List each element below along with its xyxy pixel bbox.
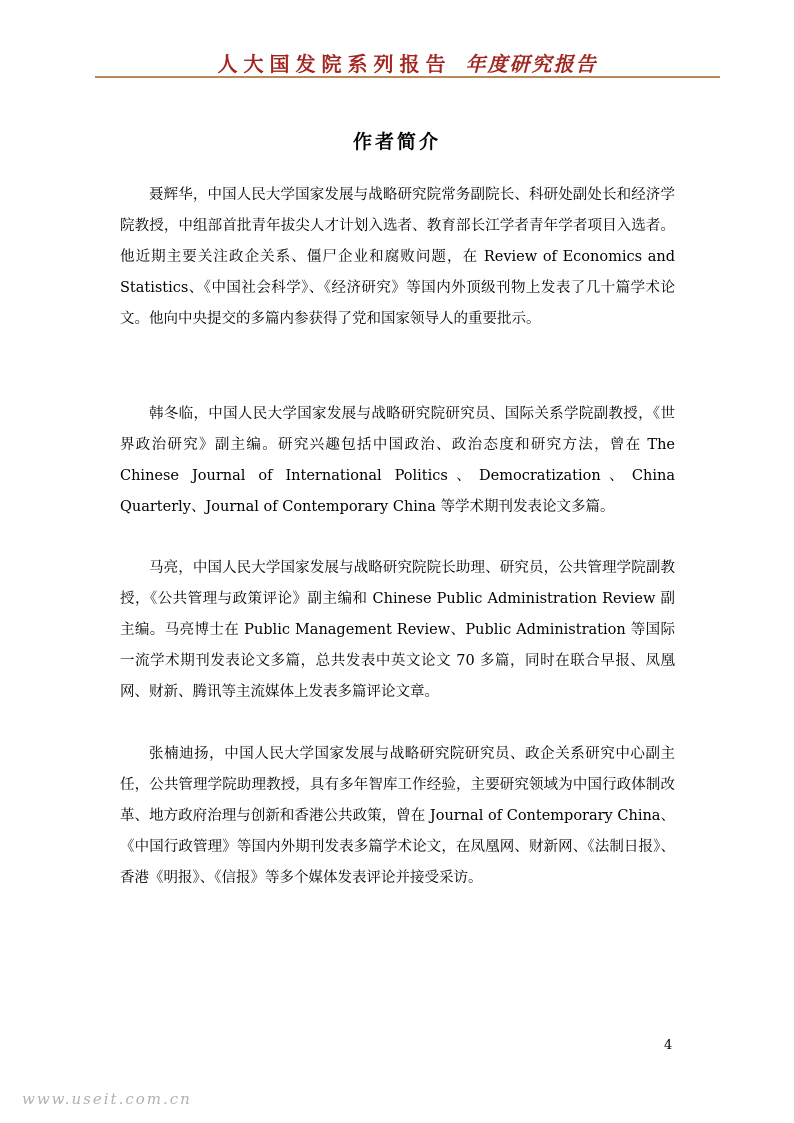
page-title: 作者简介 [352,131,441,153]
header-report-type: 年度研究报告 [465,52,598,76]
header-series-title: 人大国发院系列报告 [217,52,452,76]
page-number: 4 [664,1038,673,1053]
page-header [95,46,720,78]
author-bio-1: 聂辉华，中国人民大学国家发展与战略研究院常务副院长、科研处副处长和经济学院教授，中组部首批青年拔尖人才计划入选者、教育部长江学者青年学者项目入选者。他近期主要关注政企关系、僵尸企业和腐败问题，在 Review of Economics and Statistics、《中国社会科学》、《经济研究》等国内外顶级刊物上发表了几十篇学术论文。他向中央提交的多篇内参获得了党和国家领导人的重要批示。 [120,187,675,327]
author-bio-4: 张楠迪扬，中国人民大学国家发展与战略研究院研究员、政企关系研究中心副主任，公共管理学院助理教授，具有多年智库工作经验，主要研究领域为中国行政体制改革、地方政府治理与创新和香港公共政策，曾在 Journal of Contemporary China、《中国行政管理》等国内外期刊发表多篇学术论文，在凤凰网、财新网、《法制日报》、香港《明报》、《信报》等多个媒体发表评论并接受采访。 [120,746,675,886]
header-text [95,48,720,77]
author-bio-3: 马亮，中国人民大学国家发展与战略研究院院长助理、研究员，公共管理学院副教授，《公共管理与政策评论》副主编和 Chinese Public Administration Review 副主编。马亮博士在 Public Management Review、Public Administration 等国际一流学术期刊发表论文多篇，总共发表中英文论文 70 多篇，同时在联合早报、凤凰网、财新、腾讯等主流媒体上发表多篇评论文章。 [120,560,675,700]
header-divider [95,76,720,78]
watermark: www.useit.com.cn [22,1090,192,1108]
author-bio-2: 韩冬临，中国人民大学国家发展与战略研究院研究员、国际关系学院副教授，《世界政治研究》副主编。研究兴趣包括中国政治、政治态度和研究方法，曾在 The Chinese Journal of International Politics、Democratization、China Quarterly、Journal of Contemporary China 等学术期刊发表论文多篇。 [120,406,675,515]
